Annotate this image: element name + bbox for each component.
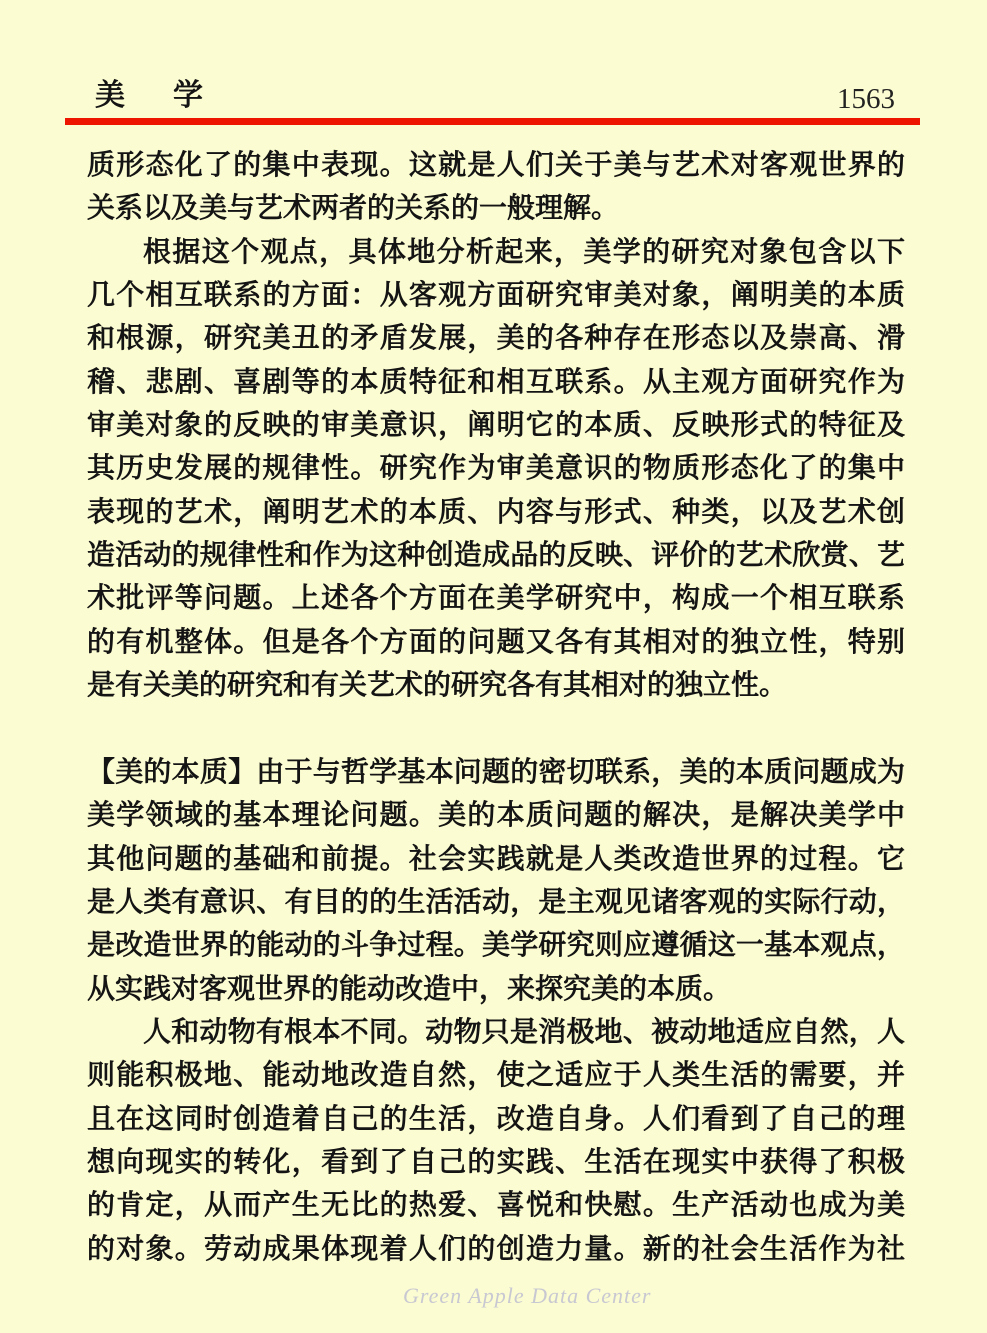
text-line: 关系以及美与艺术两者的关系的一般理解。: [87, 192, 620, 224]
page-title: 美学: [95, 79, 251, 112]
text-line: 表现的艺术，阐明艺术的本质、内容与形式、种类，以及艺术创: [87, 495, 905, 527]
page-number: 1563: [837, 83, 895, 115]
text-line: 是人类有意识、有目的的生活活动，是主观见诸客观的实际行动，: [87, 885, 905, 917]
text-line: 且在这同时创造着自己的生活，改造自身。人们看到了自己的理: [87, 1102, 905, 1134]
text-line: 的对象。劳动成果体现着人们的创造力量。新的社会生活作为社: [87, 1232, 905, 1264]
text-line: 从实践对客观世界的能动改造中，来探究美的本质。: [87, 972, 732, 1004]
text-line: 其历史发展的规律性。研究作为审美意识的物质形态化了的集中: [87, 452, 905, 484]
text-line: 其他问题的基础和前提。社会实践就是人类改造世界的过程。它: [87, 842, 905, 874]
header-rule: [65, 118, 920, 125]
text-line: 是改造世界的能动的斗争过程。美学研究则应遵循这一基本观点，: [87, 929, 905, 961]
watermark: Green Apple Data Center: [403, 1283, 652, 1308]
text-line: 术批评等问题。上述各个方面在美学研究中，构成一个相互联系: [87, 582, 905, 614]
text-line: 的肯定，从而产生无比的热爱、喜悦和快慰。生产活动也成为美: [87, 1189, 905, 1221]
text-line: 想向现实的转化，看到了自己的实践、生活在现实中获得了积极: [87, 1145, 905, 1177]
text-line: 审美对象的反映的审美意识，阐明它的本质、反映形式的特征及: [87, 409, 905, 441]
text-line: 造活动的规律性和作为这种创造成品的反映、评价的艺术欣赏、艺: [87, 539, 905, 571]
text-line: 人和动物有根本不同。动物只是消极地、被动地适应自然，人: [143, 1015, 905, 1047]
body-text: [87, 143, 905, 1270]
text-line: 则能积极地、能动地改造自然，使之适应于人类生活的需要，并: [87, 1059, 905, 1091]
text-line: 稽、悲剧、喜剧等的本质特征和相互联系。从主观方面研究作为: [87, 365, 905, 397]
text-line: 根据这个观点，具体地分析起来，美学的研究对象包含以下: [143, 235, 905, 267]
text-line: 的有机整体。但是各个方面的问题又各有其相对的独立性，特别: [87, 625, 905, 657]
text-line: 【美的本质】由于与哲学基本问题的密切联系，美的本质问题成为: [87, 755, 905, 787]
text-line: 美学领域的基本理论问题。美的本质问题的解决，是解决美学中: [87, 799, 905, 831]
text-line: 质形态化了的集中表现。这就是人们关于美与艺术对客观世界的: [87, 149, 905, 180]
text-line: 几个相互联系的方面：从客观方面研究审美对象，阐明美的本质: [87, 279, 905, 311]
text-line: [87, 706, 905, 749]
text-line: 是有关美的研究和有关艺术的研究各有其相对的独立性。: [87, 669, 788, 701]
text-line: 和根源，研究美丑的矛盾发展，美的各种存在形态以及崇高、滑: [87, 322, 905, 354]
